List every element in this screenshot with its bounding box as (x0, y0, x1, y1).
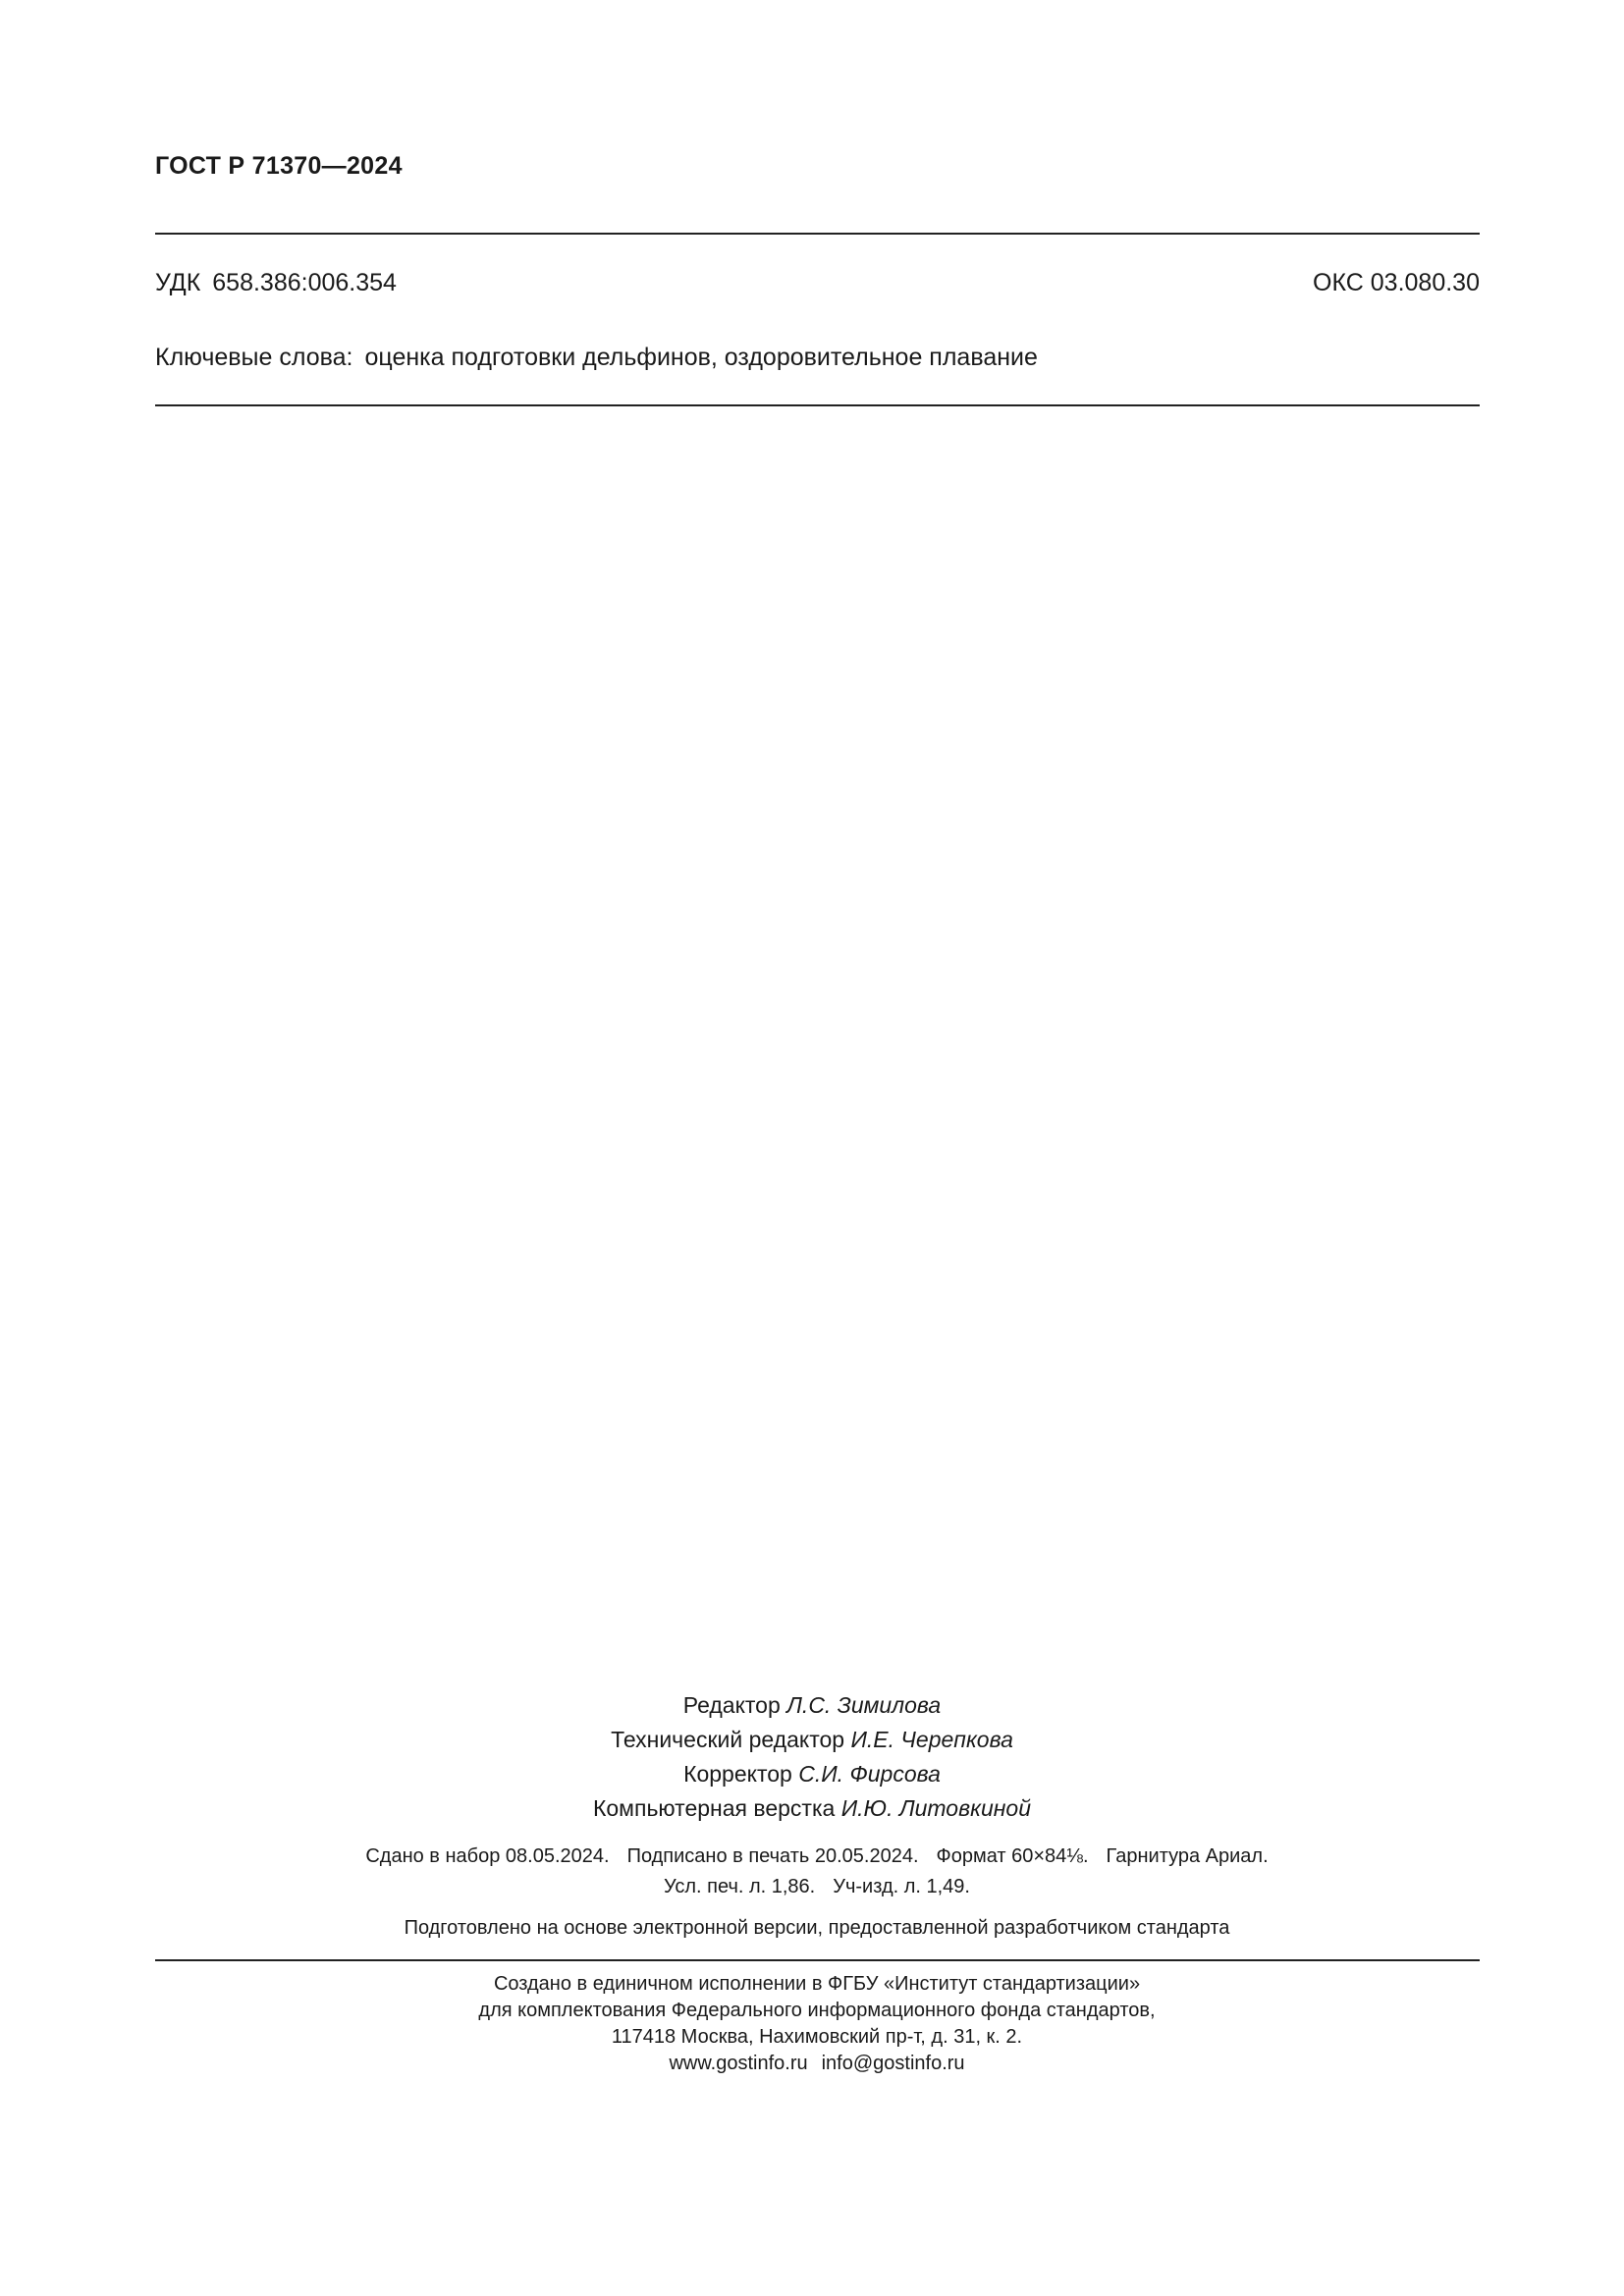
publisher-divider (155, 1959, 1480, 1961)
print-info-line-2 (0, 1872, 1624, 1902)
keywords-line (155, 344, 1038, 372)
credits-block (0, 1688, 1624, 1826)
credit-role: Технический редактор (611, 1727, 845, 1752)
credit-layout (0, 1791, 1624, 1826)
publisher-address: 117418 Москва, Нахимовский пр-т, д. 31, к. 2. (611, 2026, 1023, 2048)
credit-person: И.Ю. Литовкиной (840, 1795, 1031, 1821)
publisher-block (0, 1971, 1624, 2077)
credit-role: Корректор (683, 1761, 792, 1787)
keywords-divider (155, 404, 1480, 406)
print-sheets: Усл. печ. л. 1,86. (664, 1876, 816, 1897)
credit-person: Л.С. Зимилова (786, 1692, 942, 1718)
credit-editor (0, 1688, 1624, 1723)
credit-role: Компьютерная верстка (592, 1795, 836, 1821)
print-info-block (0, 1842, 1624, 1902)
udk-value: 658.386:006.354 (212, 269, 397, 296)
typeface: Гарнитура Ариал. (1106, 1845, 1269, 1867)
top-divider (155, 233, 1480, 235)
publisher-line-1: Создано в единичном исполнении в ФГБУ «Институт стандартизации» (493, 1973, 1141, 1995)
credit-role: Редактор (682, 1692, 781, 1718)
prepared-note: Подготовлено на основе электронной версии, предоставленной разработчиком стандарта (404, 1917, 1230, 1939)
publisher-line-2: для комплектования Федерального информационного фонда стандартов, (478, 2000, 1156, 2021)
website-link[interactable]: www.gostinfo.ru (669, 2053, 808, 2074)
email-link[interactable]: info@gostinfo.ru (821, 2053, 965, 2074)
paper-format: Формат 60×84⅛. (936, 1845, 1089, 1867)
credit-technical-editor (0, 1723, 1624, 1757)
publ-sheets: Уч-изд. л. 1,49. (833, 1876, 970, 1897)
publisher-contacts (0, 2051, 1624, 2077)
oks-code: ОКС 03.080.30 (1313, 269, 1480, 296)
credit-proofreader (0, 1757, 1624, 1791)
credit-person: И.Е. Черепкова (850, 1727, 1013, 1752)
signed-date: Подписано в печать 20.05.2024. (626, 1845, 919, 1867)
keywords-label: Ключевые слова: (155, 344, 353, 371)
udk-line (155, 269, 397, 297)
credit-person: С.И. Фирсова (798, 1761, 941, 1787)
print-info-line-1 (0, 1842, 1624, 1872)
submitted-date: Сдано в набор 08.05.2024. (365, 1845, 610, 1867)
udk-label: УДК (155, 269, 201, 296)
document-code: ГОСТ Р 71370—2024 (155, 152, 403, 180)
keywords-value: оценка подготовки дельфинов, оздоровительное плавание (364, 344, 1038, 371)
